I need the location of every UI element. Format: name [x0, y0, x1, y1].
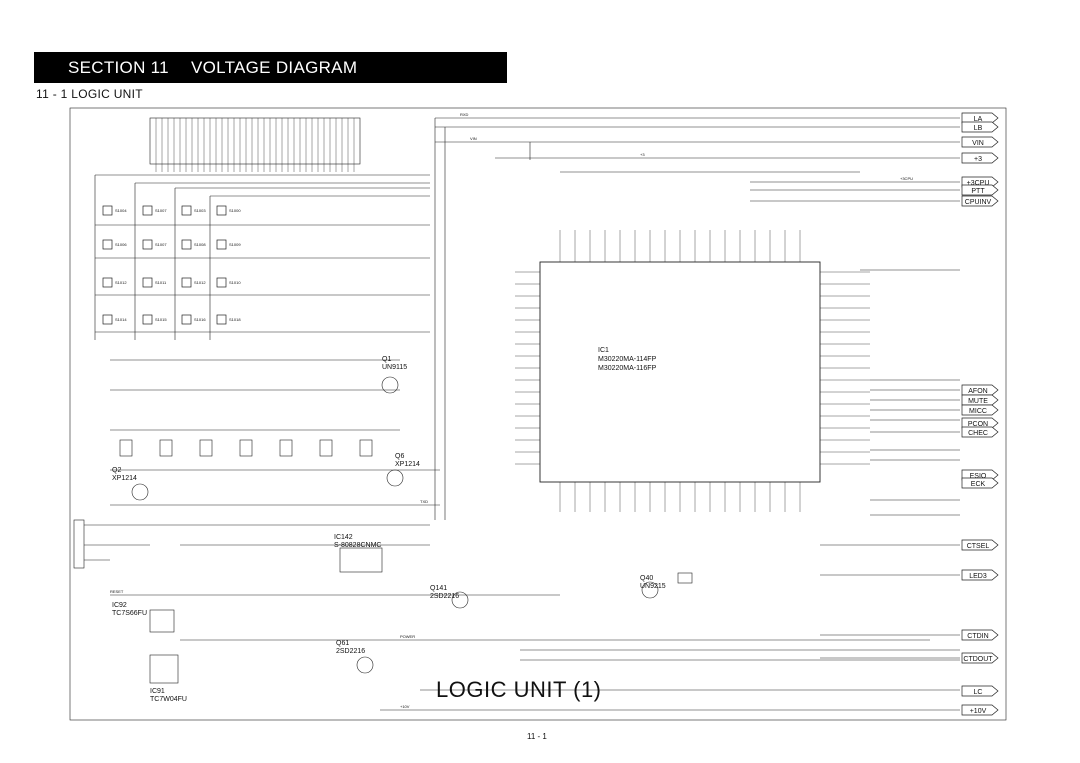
key-label: S1009: [229, 242, 241, 247]
connector-label-esio: ESIO: [969, 473, 987, 480]
q61-part: 2SD2216: [336, 648, 366, 655]
connector-label-ctdin: CTDIN: [967, 633, 989, 640]
connector-label-3cpu: +3CPU: [966, 180, 990, 187]
ic142-ref: IC142: [334, 534, 353, 541]
q2-part: XP1214: [112, 475, 137, 482]
net-label-power: POWER: [400, 634, 416, 639]
key-label: S1008: [194, 242, 206, 247]
connector-label-micc: MICC: [969, 408, 987, 415]
q1-part: UN9115: [382, 364, 408, 371]
connector-label-lb: LB: [973, 125, 983, 132]
key-label: S1018: [229, 317, 241, 322]
key-label: S1004: [115, 208, 127, 213]
connector-label-ctsel: CTSEL: [966, 543, 990, 550]
key-label: S1007: [155, 242, 167, 247]
q6-symbol: [387, 470, 403, 486]
sheet-title: LOGIC UNIT (1): [436, 677, 602, 702]
net-label-3v: +3: [640, 152, 645, 157]
ic1-ref: IC1: [598, 347, 609, 354]
q1-ref: Q1: [382, 356, 392, 363]
q61-symbol: [357, 657, 373, 673]
ic1-package: [540, 262, 820, 482]
connector-label-led3: LED3: [969, 573, 987, 580]
q141-part: 2SD2216: [430, 593, 460, 600]
connector-label-eck: ECK: [970, 481, 986, 488]
key-label: S1011: [155, 280, 167, 285]
q2-ref: Q2: [112, 467, 122, 474]
key-label: S1007: [155, 208, 167, 213]
key-label: S1012: [115, 280, 127, 285]
connector-label-afon: AFON: [968, 388, 988, 395]
connector-label-vin: VIN: [972, 140, 984, 147]
q40-part: UN9215: [640, 583, 666, 590]
ic142-package: [340, 548, 382, 572]
key-label: S1014: [115, 317, 127, 322]
key-switch: [103, 206, 226, 324]
connector-label-3v: +3: [974, 156, 982, 163]
q141-ref: Q141: [430, 585, 448, 592]
connector-label-chec: CHEC: [968, 430, 988, 437]
ic92-part: TC7S66FU: [112, 610, 148, 617]
q6-part: XP1214: [395, 461, 420, 468]
subsection-heading: 11 - 1 LOGIC UNIT: [36, 87, 143, 101]
connector-label-pcon: PCON: [967, 421, 989, 428]
net-label-reset: RESET: [110, 589, 124, 594]
q40-ref: Q40: [640, 575, 654, 582]
ic1-part-b: M30220MA-116FP: [598, 365, 657, 372]
section-title: VOLTAGE DIAGRAM: [190, 58, 358, 77]
ic91-ref: IC91: [150, 688, 165, 695]
net-label-vin: VIN: [470, 136, 477, 141]
ic92-ref: IC92: [112, 602, 127, 609]
connector-label-ctdout: CTDOUT: [963, 656, 993, 663]
key-label: S1000: [229, 208, 241, 213]
connector-label-cpuinv: CPUINV: [964, 199, 992, 206]
key-label: S1003: [194, 208, 206, 213]
ic91-part: TC7W04FU: [150, 696, 187, 703]
ic92-package: [150, 610, 174, 632]
schematic-frame: [70, 108, 1006, 720]
key-label: S1012: [194, 280, 206, 285]
ic91-package: [150, 655, 178, 683]
key-label: S1010: [229, 280, 241, 285]
net-label-3cpu: +3CPU: [900, 176, 914, 181]
key-label: S1016: [194, 317, 206, 322]
q61-ref: Q61: [336, 640, 350, 647]
connector-label-10v: +10V: [969, 708, 987, 715]
q6-ref: Q6: [395, 453, 405, 460]
connector-label-mute: MUTE: [968, 398, 988, 405]
net-label-txd: TXD: [420, 499, 428, 504]
page-number: 11 - 1: [527, 732, 547, 741]
connector-label-ptt: PTT: [971, 188, 985, 195]
q1-symbol: [382, 377, 398, 393]
net-label-10v: +10V: [400, 704, 410, 709]
key-label: S1006: [115, 242, 127, 247]
q2-symbol: [132, 484, 148, 500]
section-number: SECTION 11: [68, 58, 169, 77]
connector-label-la: LA: [973, 116, 983, 123]
connector-label-lc: LC: [973, 689, 983, 696]
ic1-part-a: M30220MA-114FP: [598, 356, 657, 363]
ic142-part: S-80828CNMC: [334, 542, 382, 549]
net-label-rxd: RXD: [460, 112, 469, 117]
key-label: S1015: [155, 317, 167, 322]
